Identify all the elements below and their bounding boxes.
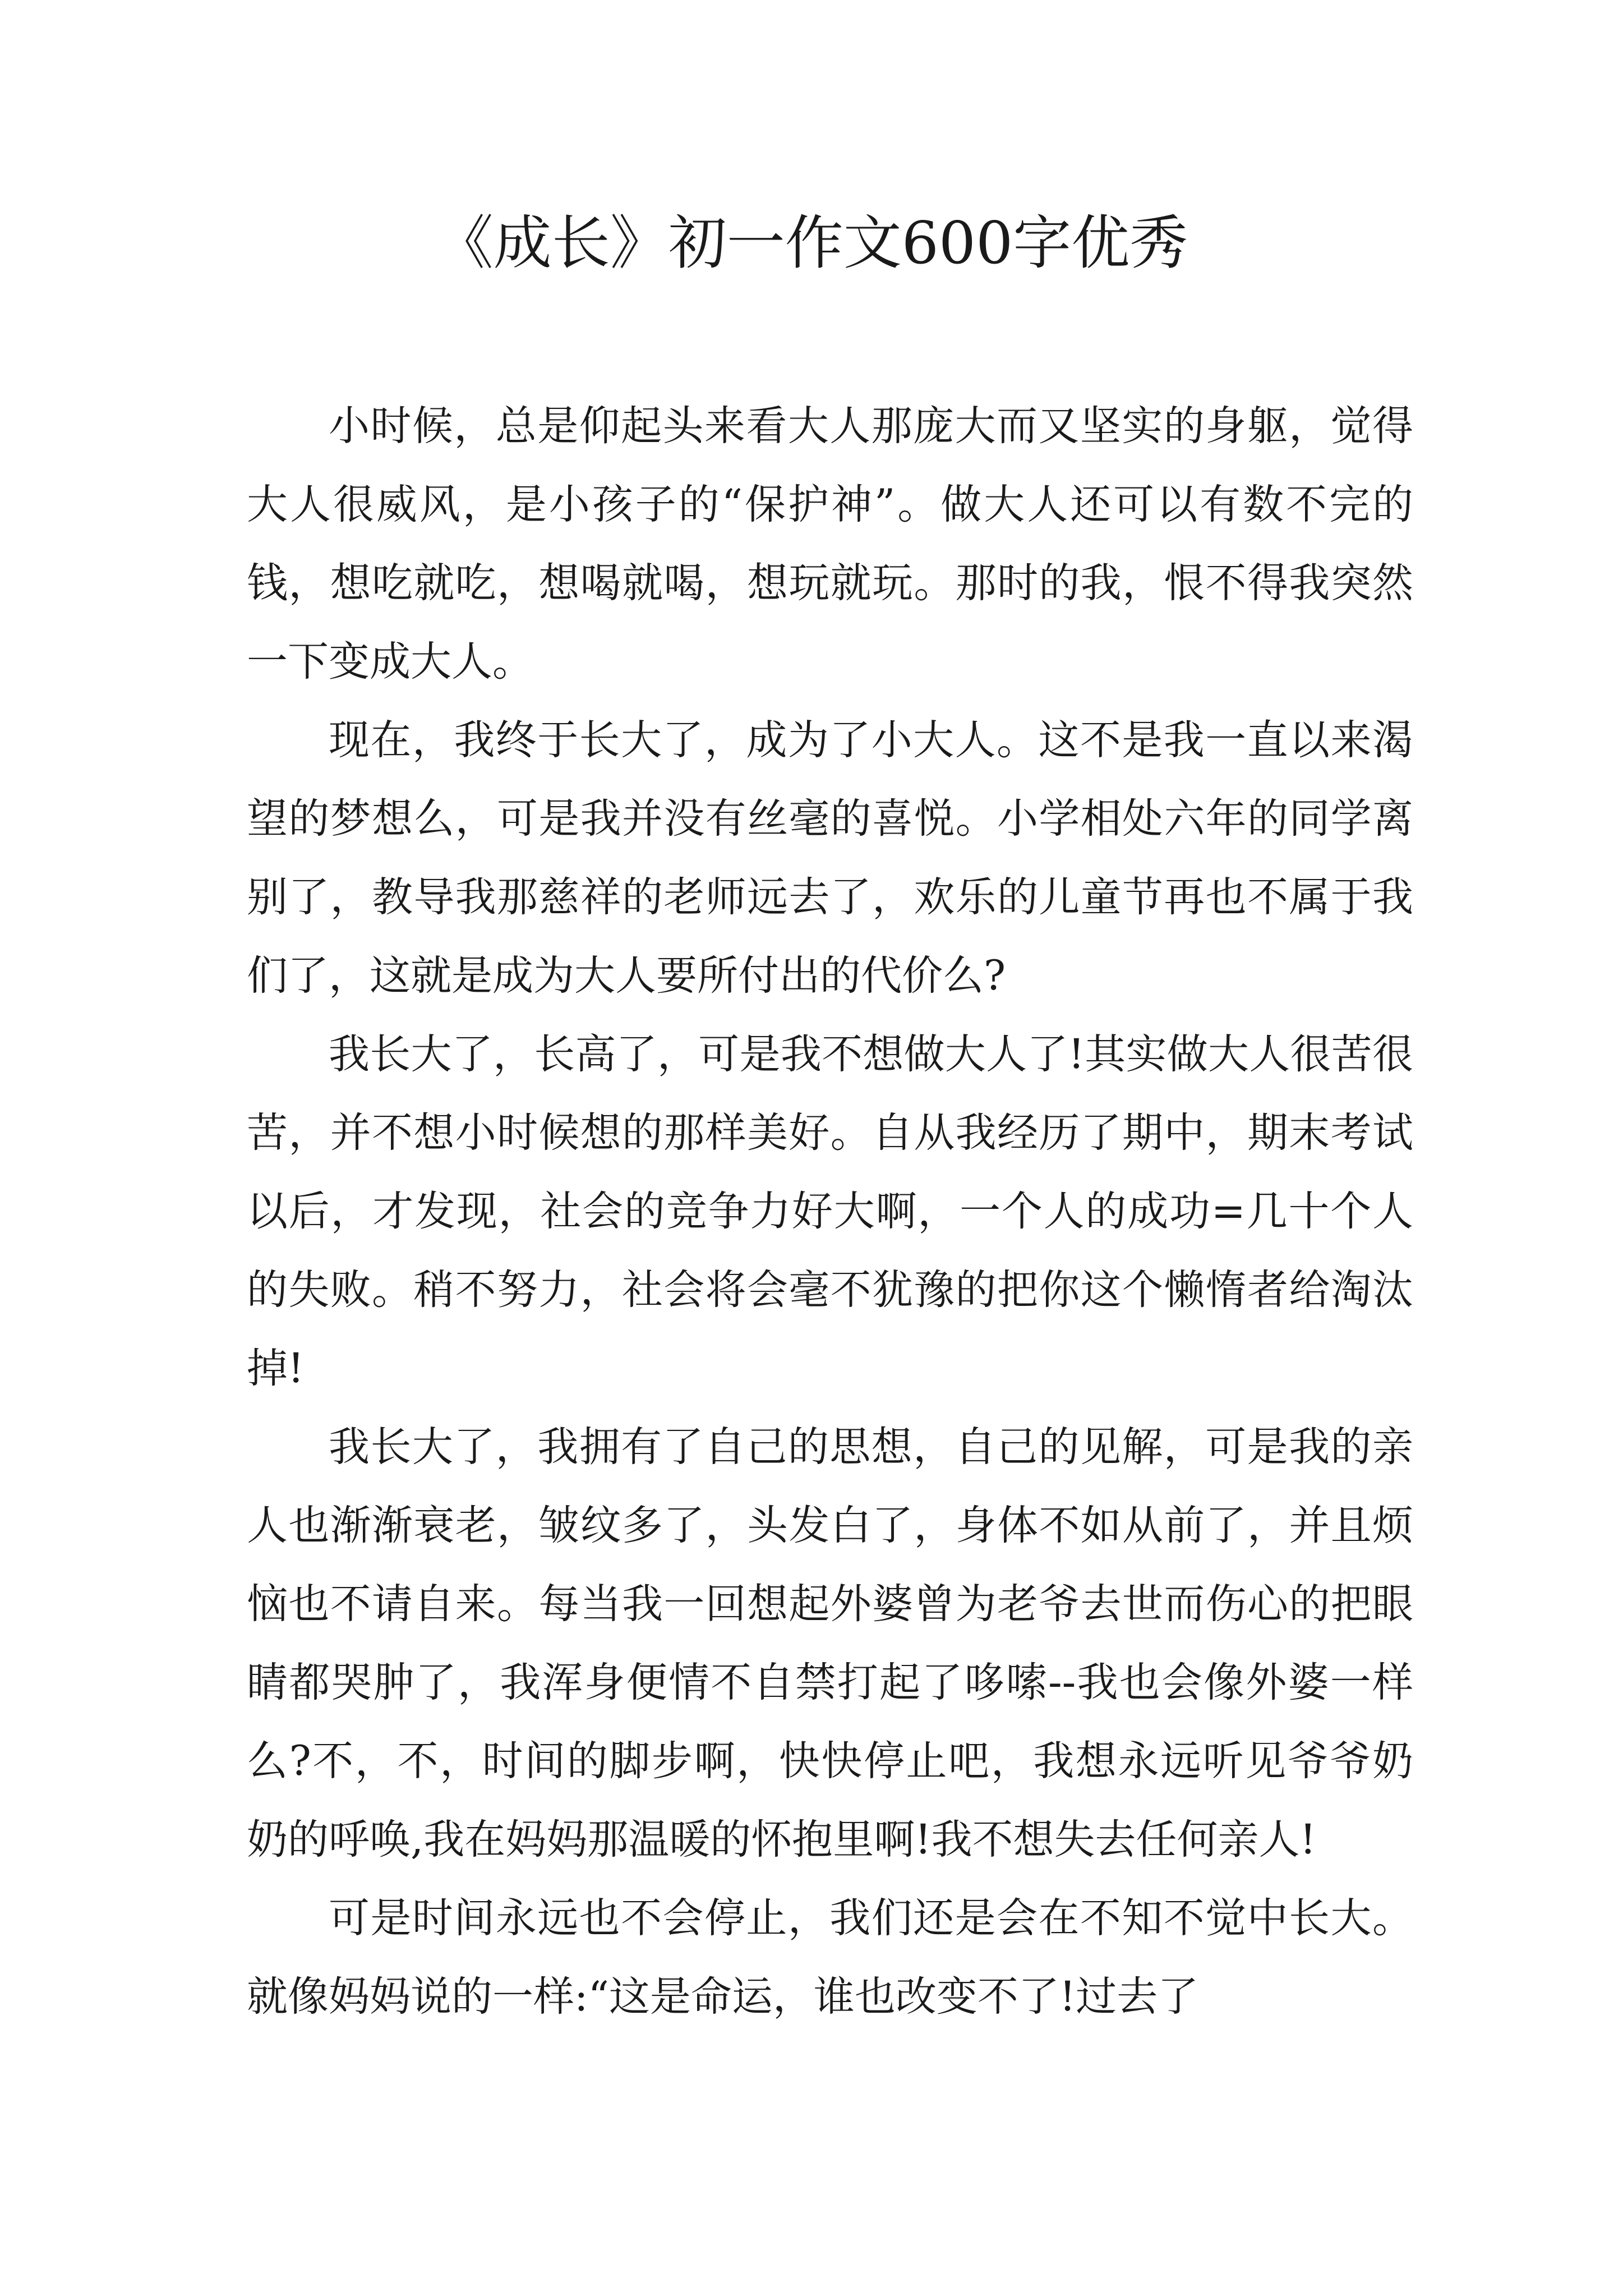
paragraph: 现在，我终于长大了，成为了小大人。这不是我一直以来渴望的梦想么，可是我并没有丝毫的喜悦。小学相处六年的同学离别了，教导我那慈祥的老师远去了，欢乐的儿童节再也不属于我们了，这就是成为大人要所付出的代价么? [247, 716, 1413, 1000]
paragraph: 我长大了，我拥有了自己的思想，自己的见解，可是我的亲人也渐渐衰老，皱纹多了，头发白了，身体不如从前了，并且烦恼也不请自来。每当我一回想起外婆曾为老爷去世而伤心的把眼睛都哭肿了，我浑身便情不自禁打起了哆嗦--我也会像外婆一样么?不，不，时间的脚步啊，快快停止吧，我想永远听见爷爷奶奶的呼唤,我在妈妈那温暖的怀抱里啊!我不想失去任何亲人! [247, 1423, 1413, 1864]
document-title: 《成长》初一作文600字优秀 [435, 209, 1188, 277]
paragraph: 可是时间永远也不会停止，我们还是会在不知不觉中长大。就像妈妈说的一样:“这是命运，谁也改变不了!过去了 [247, 1894, 1413, 2021]
paragraph: 小时候，总是仰起头来看大人那庞大而又坚实的身躯，觉得大人很威风，是小孩子的“保护神”。做大人还可以有数不完的钱，想吃就吃，想喝就喝，想玩就玩。那时的我，恨不得我突然一下变成大人。 [247, 402, 1413, 685]
document-body [247, 387, 1413, 2036]
paragraph: 我长大了，长高了，可是我不想做大人了!其实做大人很苦很苦，并不想小时候想的那样美好。自从我经历了期中，期末考试以后，才发现，社会的竞争力好大啊，一个人的成功=几十个人的失败。稍不努力，社会将会毫不犹豫的把你这个懒惰者给淘汰掉! [247, 1030, 1413, 1392]
